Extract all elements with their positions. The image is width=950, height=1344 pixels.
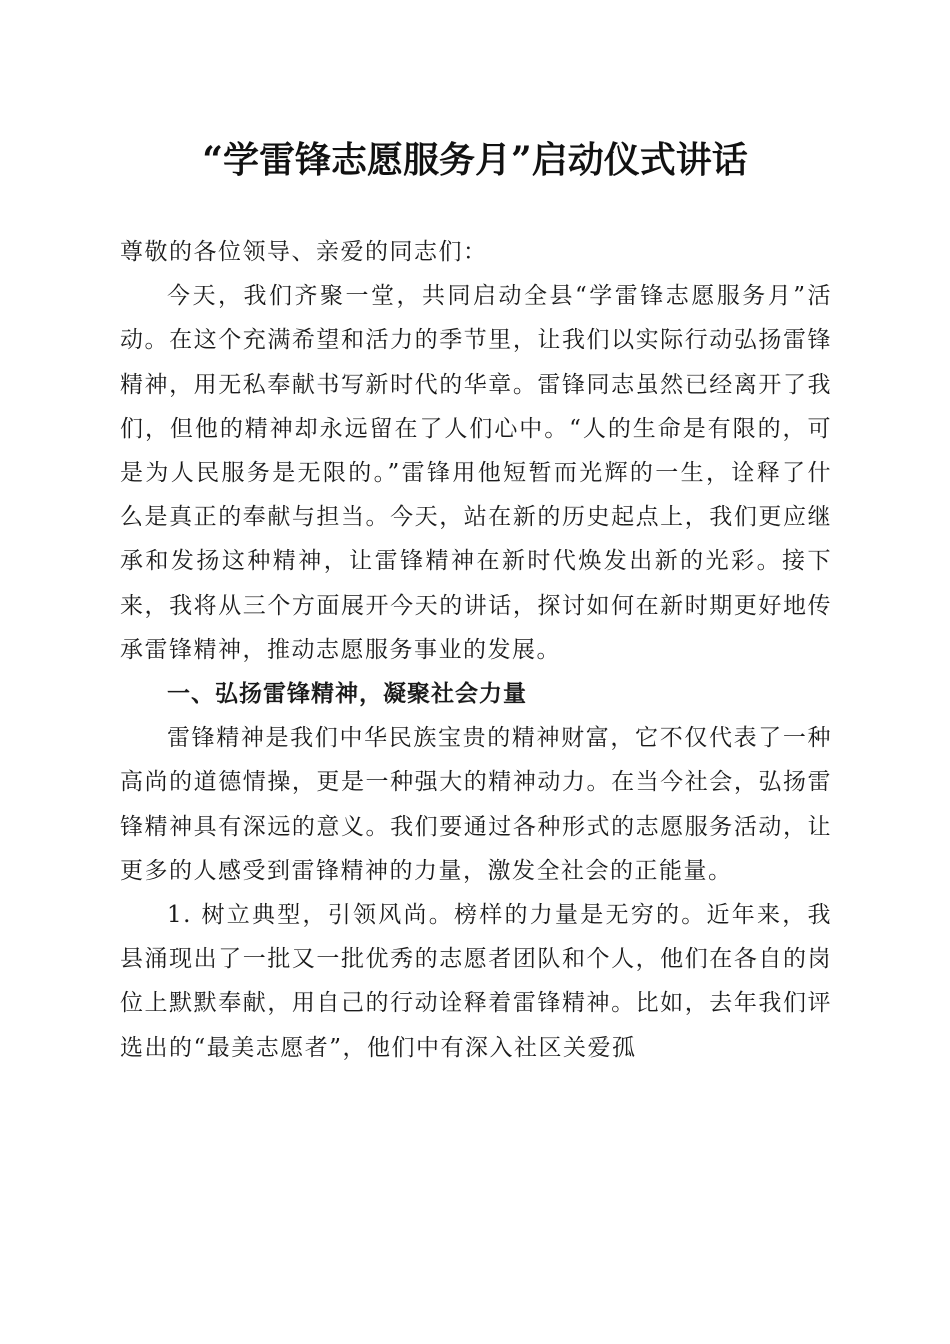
body-paragraph: 1. 树立典型，引领风尚。榜样的力量是无穷的。近年来，我县涌现出了一批又一批优秀的志愿者团队和个人，他们在各自的岗位上默默奉献，用自己的行动诠释着雷锋精神。比如，去年我们评选出的“最美志愿者”，他们中有深入社区关爱孤 xyxy=(120,902,832,1061)
section-heading: 一、弘扬雷锋精神，凝聚社会力量 xyxy=(167,681,527,708)
document-title: “学雷锋志愿服务月”启动仪式讲话 xyxy=(202,139,748,181)
body-paragraph: 雷锋精神是我们中华民族宝贵的精神财富，它不仅代表了一种高尚的道德情操，更是一种强大的精神动力。在当今社会，弘扬雷锋精神具有深远的意义。我们要通过各种形式的志愿服务活动，让更多的人感受到雷锋精神的力量，激发全社会的正能量。 xyxy=(120,725,832,884)
document-body xyxy=(120,230,832,1070)
body-paragraph: 今天，我们齐聚一堂，共同启动全县“学雷锋志愿服务月”活动。在这个充满希望和活力的季节里，让我们以实际行动弘扬雷锋精神，用无私奉献书写新时代的华章。雷锋同志虽然已经离开了我们，但他的精神却永远留在了人们心中。“人的生命是有限的，可是为人民服务是无限的。”雷锋用他短暂而光辉的一生，诠释了什么是真正的奉献与担当。今天，站在新的历史起点上，我们更应继承和发扬这种精神，让雷锋精神在新时代焕发出新的光彩。接下来，我将从三个方面展开今天的讲话，探讨如何在新时期更好地传承雷锋精神，推动志愿服务事业的发展。 xyxy=(120,283,832,663)
salutation: 尊敬的各位领导、亲爱的同志们： xyxy=(120,239,488,265)
